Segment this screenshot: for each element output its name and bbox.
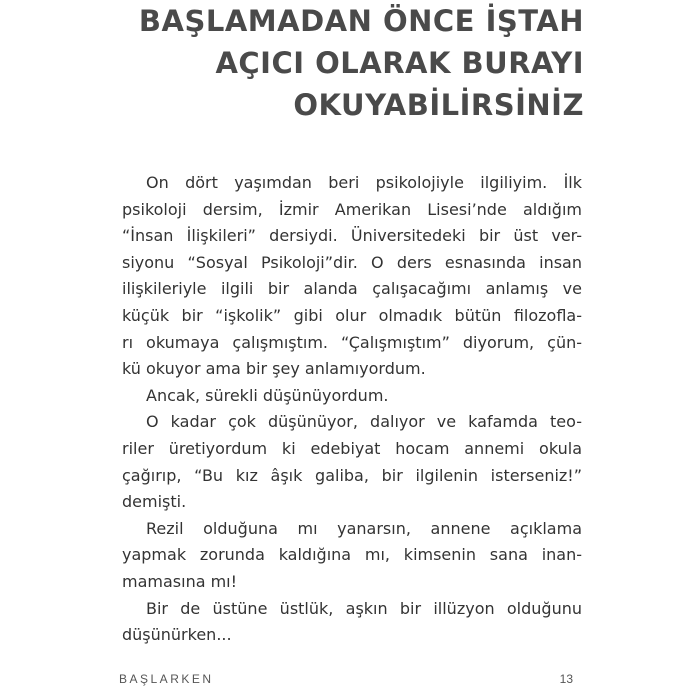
paragraph-line: Bir de üstüne üstlük, aşkın bir illüzyon olduğunu	[146, 598, 582, 618]
paragraph-line: kü okuyor ama bir şey anlamıyordum.	[122, 359, 426, 379]
paragraph-line: çağırıp, “Bu kız âşık galiba, bir ilgilenin isterseniz!”	[122, 465, 582, 485]
paragraph-line: Rezil olduğuna mı yanarsın, annene açıklama	[146, 518, 582, 538]
paragraph-line: mamasına mı!	[122, 571, 238, 591]
chapter-title-line: OKUYABİLİRSİNİZ	[293, 88, 584, 122]
paragraph-line: On dört yaşımdan beri psikolojiyle ilgiliyim. İlk	[146, 173, 582, 192]
chapter-title	[84, 0, 584, 126]
chapter-title-line: BAŞLAMADAN ÖNCE İŞTAH	[138, 4, 584, 38]
paragraph-line: ilişkileriyle ilgili bir alanda çalışacağımı anlamış ve	[122, 279, 582, 299]
paragraph-line: düşünürken...	[122, 625, 232, 645]
paragraph-line: yapmak zorunda kaldığına mı, kimsenin sana inan-	[122, 545, 582, 565]
paragraph-line: O kadar çok düşünüyor, dalıyor ve kafamda teo-	[146, 412, 582, 432]
paragraph-line: küçük bir “işkolik” gibi olur olmadık bütün filozofla-	[122, 305, 582, 325]
paragraph-line: siyonu “Sosyal Psikoloji”dir. O ders esnasında insan	[122, 252, 582, 272]
paragraph-line: riler üretiyordum ki edebiyat hocam annemi okula	[122, 438, 582, 458]
running-head: BAŞLARKEN	[119, 672, 214, 686]
body-text	[122, 170, 582, 649]
page-footer	[119, 672, 573, 692]
page-number: 13	[559, 672, 573, 686]
paragraph-line: Ancak, sürekli düşünüyordum.	[146, 385, 389, 405]
paragraph-line: psikoloji dersim, İzmir Amerikan Lisesi’nde aldığım	[122, 199, 582, 219]
paragraph-line: demişti.	[122, 492, 187, 512]
paragraph-line: “İnsan İlişkileri” dersiydi. Üniversitedeki bir üst ver-	[122, 226, 582, 246]
paragraph-line: rı okumaya çalışmıştım. “Çalışmıştım” diyorum, çün-	[122, 332, 582, 352]
chapter-title-line: AÇICI OLARAK BURAYI	[215, 46, 584, 80]
